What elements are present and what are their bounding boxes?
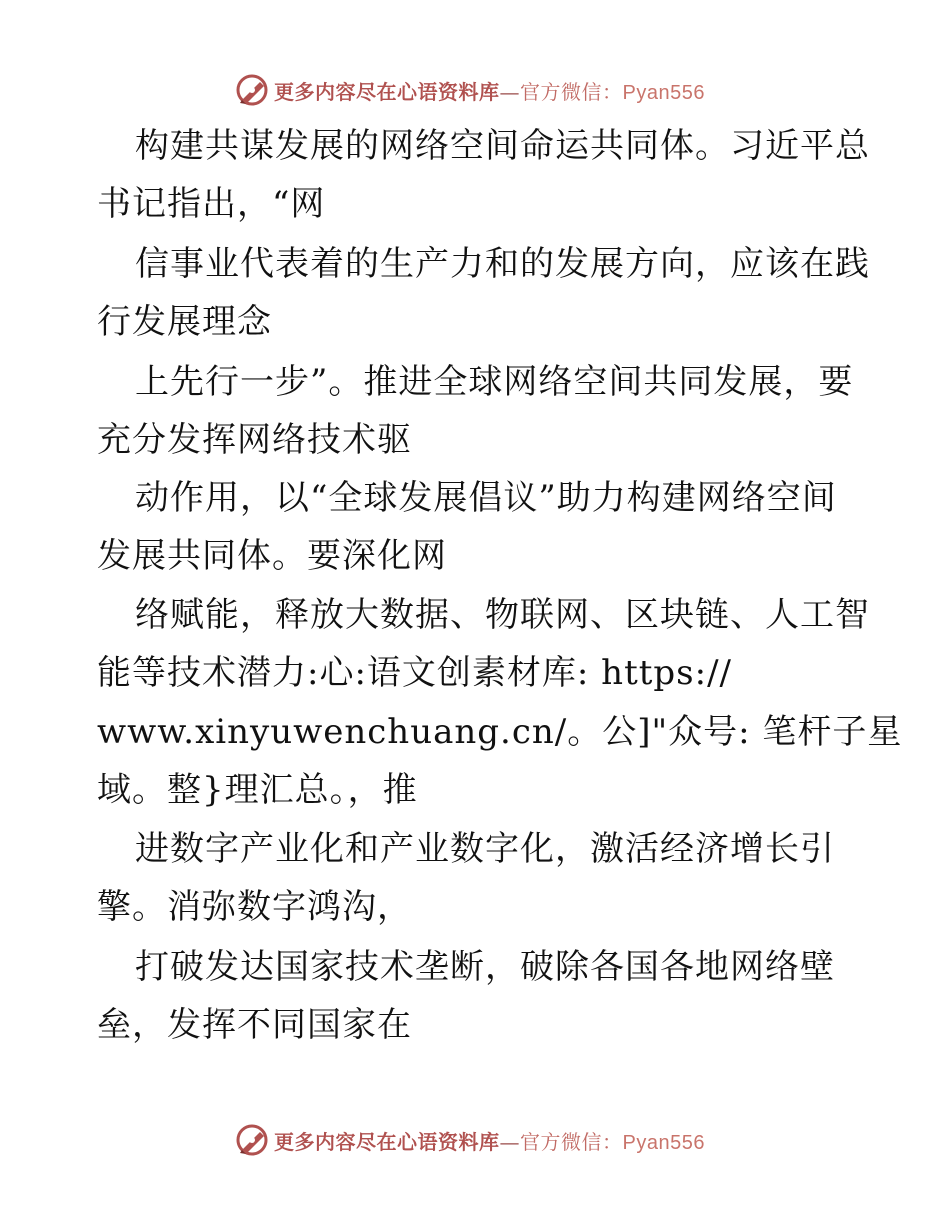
pen-logo-icon <box>234 1122 270 1158</box>
footer-banner-text <box>274 1126 705 1155</box>
footer-brand: 更多内容尽在心语资料库 <box>274 1129 500 1154</box>
header-brand: 更多内容尽在心语资料库 <box>274 79 500 104</box>
footer-wechat-label: 官方微信： <box>520 1129 623 1154</box>
body-line-3: 信事业代表着的生产力和的发展方向，应该在践 <box>135 244 870 284</box>
header-wechat-label: 官方微信： <box>520 79 623 104</box>
body-line-4: 行发展理念 <box>97 302 272 342</box>
body-line-9: 络赋能，释放大数据、物联网、区块链、人工智 <box>135 595 870 635</box>
body-line-15: 打破发达国家技术垄断，破除各国各地网络壁 <box>135 947 835 987</box>
body-line-14: 擎。消弥数字鸿沟， <box>97 887 412 927</box>
body-line-5: 上先行一步”。推进全球网络空间共同发展，要 <box>135 362 854 402</box>
body-line-12: 域。整}理汇总。，推 <box>97 770 418 810</box>
body-line-10: 能等技术潜力:心:语文创素材库: https:// <box>97 653 732 693</box>
footer-banner <box>0 1120 950 1160</box>
header-dash: — <box>499 79 520 104</box>
body-line-8: 发展共同体。要深化网 <box>97 536 447 576</box>
body-line-1: 构建共谋发展的网络空间命运共同体。习近平总 <box>135 126 870 166</box>
body-line-13: 进数字产业化和产业数字化，激活经济增长引 <box>135 829 835 869</box>
header-banner-text <box>274 76 705 105</box>
footer-dash: — <box>499 1129 520 1154</box>
body-line-7: 动作用，以“全球发展倡议”助力构建网络空间 <box>135 478 837 518</box>
footer-wechat-id: Pyan556 <box>622 1131 705 1154</box>
header-banner <box>0 70 950 110</box>
body-line-11: www.xinyuwenchuang.cn/。公]"众号: 笔杆子星 <box>97 712 903 752</box>
pen-logo-icon <box>234 72 270 108</box>
body-line-16: 垒，发挥不同国家在 <box>97 1005 412 1045</box>
body-line-2: 书记指出，“网 <box>97 184 326 224</box>
header-wechat-id: Pyan556 <box>622 81 705 104</box>
body-line-6: 充分发挥网络技术驱 <box>97 420 412 460</box>
